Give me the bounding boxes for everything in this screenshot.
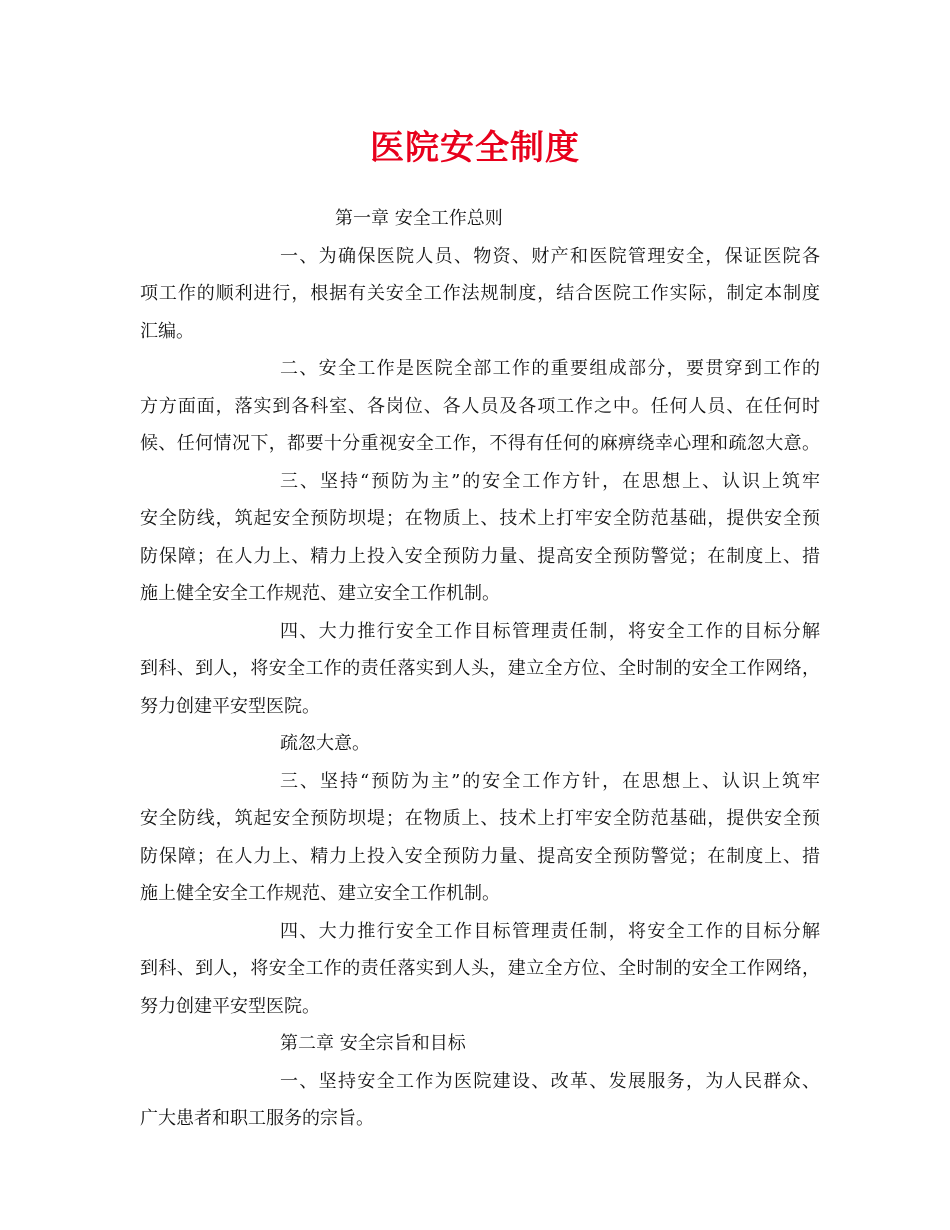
paragraph-line: 候、任何情况下，都要十分重视安全工作，不得有任何的麻痹绕幸心理和疏忽大意。 — [140, 433, 820, 454]
paragraph-line: 安全防线，筑起安全预防坝堤；在物质上、技术上打牢安全防范基础，提供安全预 — [140, 508, 820, 529]
paragraph-line: 广大患者和职工服务的宗旨。 — [140, 1108, 374, 1129]
paragraph-line: 安全防线，筑起安全预防坝堤；在物质上、技术上打牢安全防范基础，提供安全预 — [140, 808, 820, 829]
paragraph-line: 努力创建平安型医院。 — [140, 695, 320, 717]
paragraph-line: 到科、到人，将安全工作的责任落实到人头，建立全方位、全时制的安全工作网络， — [140, 958, 820, 979]
paragraph-line: 三、坚持“预防为主”的安全工作方针，在思想上、认识上筑牢 — [280, 770, 820, 792]
chapter-heading: 第二章 安全宗旨和目标 — [280, 1033, 466, 1054]
paragraph-line: 防保障；在人力上、精力上投入安全预防力量、提高安全预防警觉；在制度上、措 — [140, 545, 820, 567]
document-title: 医院安全制度 — [370, 128, 580, 168]
paragraph-line: 努力创建平安型医院。 — [140, 995, 320, 1017]
paragraph-line: 到科、到人，将安全工作的责任落实到人头，建立全方位、全时制的安全工作网络， — [140, 658, 820, 679]
paragraph-line: 施上健全安全工作规范、建立安全工作机制。 — [140, 883, 500, 904]
chapter-heading: 第一章 安全工作总则 — [335, 208, 503, 229]
paragraph-line: 二、安全工作是医院全部工作的重要组成部分，要贯穿到工作的 — [280, 358, 820, 379]
document-body — [140, 200, 820, 1138]
paragraph-line: 项工作的顺利进行，根据有关安全工作法规制度，结合医院工作实际，制定本制度 — [140, 283, 820, 304]
paragraph-line: 三、坚持“预防为主”的安全工作方针，在思想上、认识上筑牢 — [280, 470, 820, 492]
paragraph-line: 一、为确保医院人员、物资、财产和医院管理安全，保证医院各 — [280, 245, 820, 267]
paragraph-line: 四、大力推行安全工作目标管理责任制，将安全工作的目标分解 — [280, 620, 820, 642]
paragraph-line: 防保障；在人力上、精力上投入安全预防力量、提高安全预防警觉；在制度上、措 — [140, 845, 820, 867]
paragraph-line: 汇编。 — [140, 320, 194, 342]
paragraph-line: 四、大力推行安全工作目标管理责任制，将安全工作的目标分解 — [280, 920, 820, 942]
paragraph-line: 施上健全安全工作规范、建立安全工作机制。 — [140, 583, 500, 604]
paragraph-line: 一、坚持安全工作为医院建设、改革、发展服务，为人民群众、 — [280, 1070, 820, 1092]
paragraph-line: 疏忽大意。 — [280, 733, 370, 754]
paragraph-line: 方方面面，落实到各科室、各岗位、各人员及各项工作之中。任何人员、在任何时 — [140, 395, 820, 417]
